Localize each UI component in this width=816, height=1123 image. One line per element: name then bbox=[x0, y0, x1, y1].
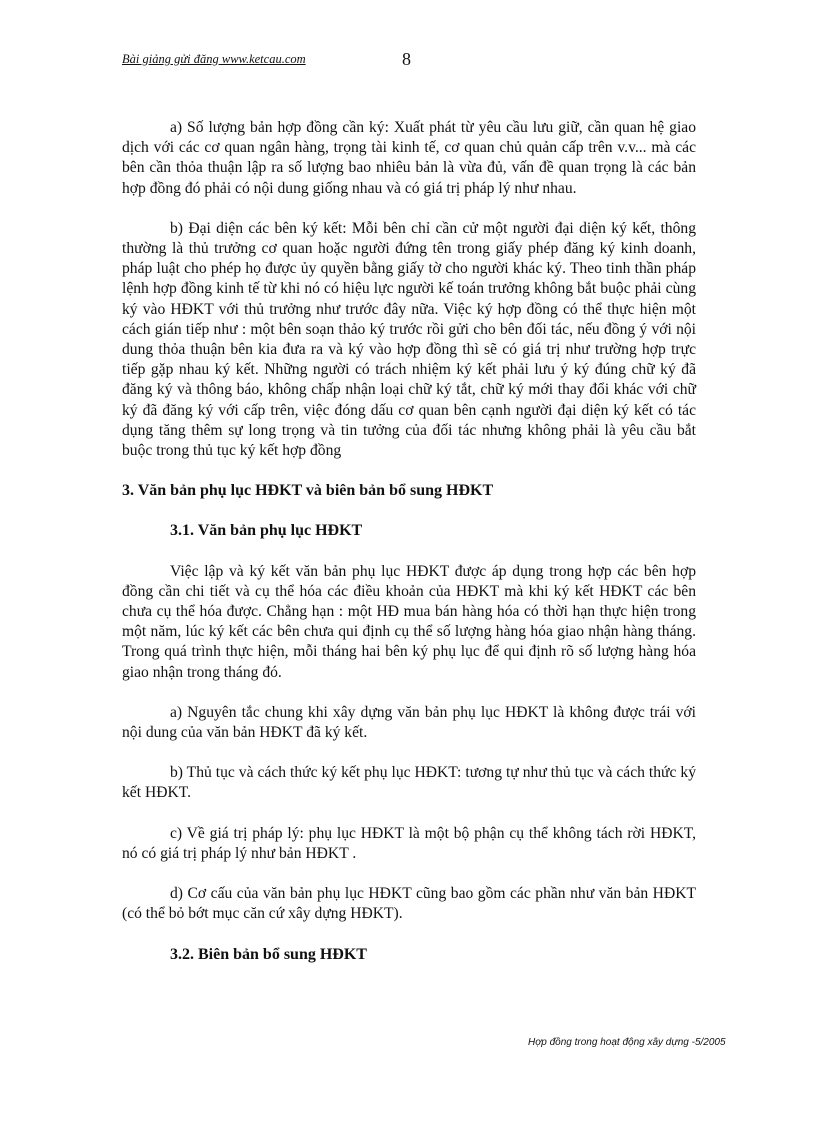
subsection-heading-3-1: 3.1. Văn bản phụ lục HĐKT bbox=[170, 522, 363, 540]
paragraph-co-cau-phu-luc: d) Cơ cấu của văn bản phụ lục HĐKT cũng bao gồm các phần như văn bản HĐKT (có thể bỏ bớt mục căn cứ xây dựng HĐKT). bbox=[122, 885, 696, 923]
section-heading-3: 3. Văn bản phụ lục HĐKT và biên bản bổ sung HĐKT bbox=[122, 482, 494, 500]
footer-note: Hợp đồng trong hoạt động xây dựng -5/2005 bbox=[528, 1037, 726, 1048]
header-website-link[interactable]: Bài giảng gửi đăng www.ketcau.com bbox=[122, 52, 306, 66]
subsection-heading-3-2: 3.2. Biên bản bổ sung HĐKT bbox=[170, 945, 367, 963]
page-number: 8 bbox=[402, 49, 411, 69]
paragraph-so-luong-ban-hop-dong: a) Số lượng bản hợp đồng cần ký: Xuất phát từ yêu cầu lưu giữ, cần quan hệ giao dịch với các cơ quan ngân hàng, trọng tài kinh tế, cơ quan chủ quản cấp trên v.v... mà các bên cần thỏa thuận lập ra số lượng bao nhiêu bản là vừa đủ, vấn đề quan trọng là các bản hợp đồng đó phải có nội dung giống nhau và có giá trị pháp lý như nhau. bbox=[122, 119, 696, 197]
document-body bbox=[122, 118, 696, 985]
paragraph-nguyen-tac-chung: a) Nguyên tắc chung khi xây dựng văn bản phụ lục HĐKT là không được trái với nội dung của văn bản HĐKT đã ký kết. bbox=[122, 703, 696, 742]
paragraph-thu-tuc-ky-ket: b) Thủ tục và cách thức ký kết phụ lục HĐKT: tương tự như thủ tục và cách thức ký kết HĐKT. bbox=[122, 764, 696, 802]
paragraph-phu-luc-intro: Việc lập và ký kết văn bản phụ lục HĐKT được áp dụng trong hợp các bên hợp đồng cần chi tiết và cụ thể hóa các điều khoản của HĐKT mà khi ký kết HĐKT các bên chưa cụ thể hóa được. Chẳng hạn : một HĐ mua bán hàng hóa có thời hạn thực hiện trong một năm, lúc ký kết các bên chưa qui định cụ thể số lượng hàng hóa giao nhận hàng tháng. Trong quá trình thực hiện, mỗi tháng hai bên ký phụ lục để qui định rõ số lượng hàng hóa giao nhận trong tháng đó. bbox=[122, 562, 696, 681]
paragraph-dai-dien-ky-ket: b) Đại diện các bên ký kết: Mỗi bên chỉ cần cử một người đại diện ký kết, thông thường là thủ trưởng cơ quan hoặc người đứng tên trong giấy phép đăng ký kinh doanh, pháp luật cho phép họ được ủy quyền bằng giấy tờ cho người khác ký. Theo tinh thần pháp lệnh hợp đồng kinh tế từ khi nó có hiệu lực người kế toán trưởng không bắt buộc phải cùng ký vào HĐKT với thủ trưởng như trước đây nữa. Việc ký hợp đồng có thể thực hiện một cách gián tiếp như : một bên soạn thảo ký trước rồi gửi cho bên đối tác, nếu đồng ý với nội dung thỏa thuận bên kia đưa ra và ký vào hợp đồng thì sẽ có giá trị như trường hợp trực tiếp gặp nhau ký kết. Những người có trách nhiệm ký kết phải lưu ý ký đúng chữ ký đã đăng ký và thông báo, không chấp nhận loại chữ ký tắt, chữ ký mới thay đổi khác với chữ ký đã đăng ký với cấp trên, việc đóng dấu cơ quan bên cạnh người đại diện ký kết có tác dụng tăng thêm sự long trọng và tin tưởng của đối tác nhưng không phải là yêu cầu bắt buộc trong thủ tục ký kết hợp đồng bbox=[122, 219, 696, 460]
paragraph-gia-tri-phap-ly: c) Về giá trị pháp lý: phụ lục HĐKT là một bộ phận cụ thể không tách rời HĐKT, nó có giá trị pháp lý như bản HĐKT . bbox=[122, 824, 696, 862]
